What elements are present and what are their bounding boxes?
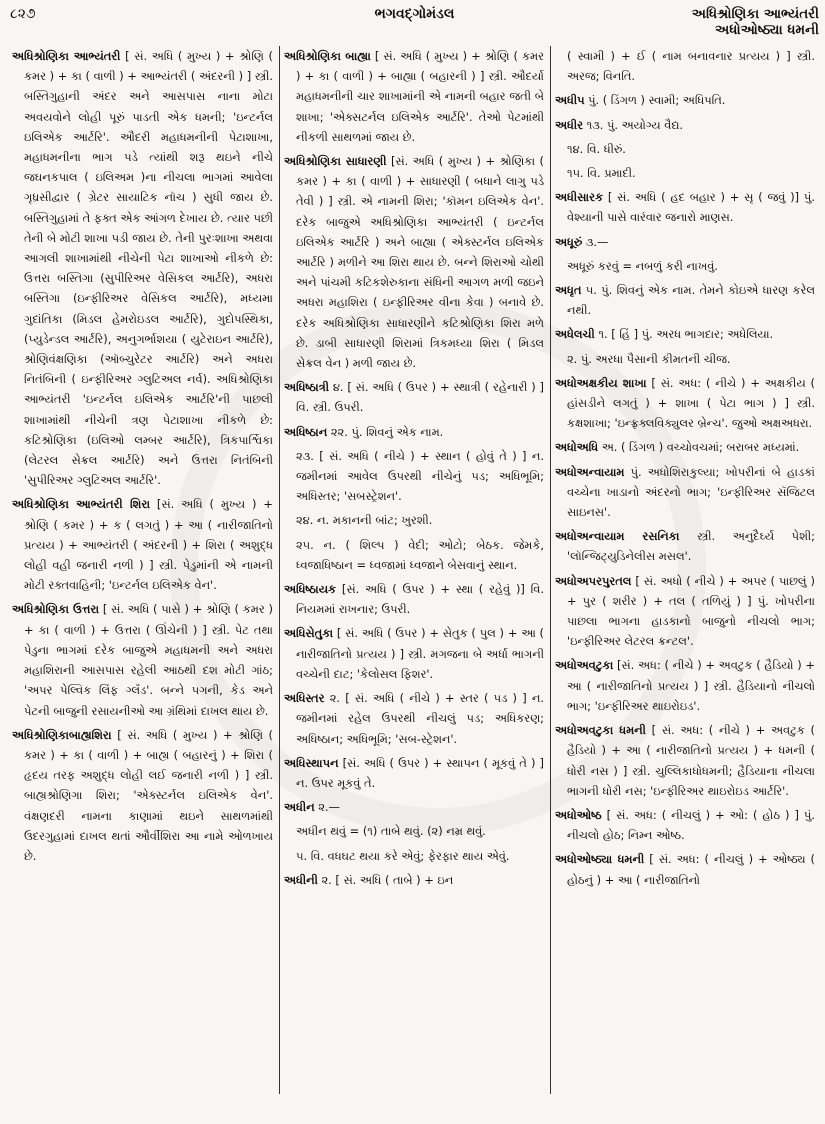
definition-text: પું. ( ડિંગળ ) સ્વામી; અધિપતિ.	[584, 93, 726, 108]
dictionary-entry	[555, 115, 815, 135]
dictionary-entry	[284, 688, 544, 749]
dictionary-entry	[284, 623, 544, 684]
headword: અધિશ્રોણિકા આભ્યંતરી શિરા	[12, 497, 150, 512]
definition-text: [સં. અધિ ( મુખ્ય ) + શ્રોણિકા ( કમર ) + કા ( વાળી ) + સાધારણી ( બધાને લાગુ પડે તેવી ) ] સ્ત્રી. એ નામની શિરા; 'કૉમન ઇલિએક વેન'. દરેક બાજુએ અધિશ્રોણિકા આભ્યંતરી ( ઇન્ટર્નલ ઇલિએક આર્ટરિ ) અને બાહ્યા ( એક્સ્ટર્નલ ઇલિએક આર્ટરિ ) મળીને આ શિરા થાય છે. બન્ને શિરાઓ ચોથી અને પાંચમી કટિકશેરુકાના સંધિની આગળ મળી જઇને અધરા મહાશિરા ( ઇન્ફીરિઅર વીના કેવા ) બનાવે છે. દરેક અધિશ્રોણિકા સાધારણીને કટિશ્રોણિકા શિરા મળે છે. ડાબી સાધારણી શિરામાં ત્રિકમધ્યા શિરા ( મિડલ સેક્રલ વેન ) મળી જાય છે.	[295, 154, 544, 371]
guide-words	[692, 6, 819, 38]
definition-text: ૫. વિ. વધઘટ થયા કરે એવું; ફેરફાર થાય એવું.	[295, 848, 510, 863]
entry-sense	[555, 256, 815, 276]
dictionary-entry	[12, 494, 273, 595]
headword: અધોઓષ્ઠ	[554, 807, 602, 822]
dictionary-entry	[555, 655, 815, 716]
entry-sense	[284, 821, 544, 841]
entry-sense	[284, 446, 544, 507]
dictionary-entry	[284, 753, 544, 793]
dictionary-entry	[284, 46, 544, 147]
headword: અધિશ્રોણિકા ઉત્તરા	[12, 602, 100, 617]
dictionary-entry	[284, 870, 544, 890]
guide-word-first: અધિશ્રોણિકા આભ્યંતરી	[691, 6, 819, 22]
definition-text: ૨૩. [ સં. અધિ ( નીચે ) + સ્થાન ( હોવું તે ) ] ન. જમીનમાં આવેલ ઉપરથી નીચેનું પડ; અધિભૂમિ; અધિસ્તર; 'સબસ્ટ્રેશન'.	[295, 448, 544, 504]
headword: અધિષ્ઠાન	[283, 424, 328, 439]
headword: અધૂરું	[554, 234, 583, 249]
headword: અધિસ્તર	[283, 691, 325, 706]
headword: અધીર	[554, 117, 583, 132]
page-number: ૮૨૭	[10, 6, 36, 22]
definition-text: [ સં. અધિ ( ઉપર ) + સેતુક ( પુલ ) + આ ( નારીજાતિનો પ્રત્યય ) ] સ્ત્રી. મગજના બે અર્ધા ભાગની વચ્ચેની દાટ; 'કેલોસલ ફિશર'.	[295, 626, 544, 681]
dictionary-entry	[555, 280, 815, 320]
definition-text: અધૂરું કરવું = નબળું કરી નાખવું.	[566, 258, 718, 273]
dictionary-entry	[284, 579, 544, 619]
dictionary-entry	[555, 526, 815, 566]
dictionary-entry	[12, 46, 273, 490]
entry-sense	[555, 163, 815, 183]
headword: અધોઅધિ	[554, 440, 599, 455]
dictionary-entry	[12, 599, 273, 720]
dictionary-entry	[555, 805, 815, 845]
definition-text: [સં. અધ: ( નીચે ) + અવટુક ( હૈડિયો ) + આ ( નારીજાતિનો પ્રત્યય ) ] સ્ત્રી. હૈડિયાનો નીચલો ભાગ; 'ઇન્ફીરિઅર થાઇરોઇડ'.	[566, 658, 815, 713]
guide-word-last: અધોઓષ્ઠ્યા ધમની	[714, 22, 819, 38]
dictionary-entry	[555, 187, 815, 227]
headword: અધોઅવટુકા	[554, 658, 614, 673]
column-left	[8, 46, 279, 1094]
entry-sense	[555, 139, 815, 159]
definition-text: [ સં. અધ: ( નીચલું ) + ઓષ્ઠ્ય ( હોઠનું ) + આ ( નારીજાતિનો	[566, 852, 815, 887]
column-right	[550, 46, 821, 1094]
definition-text: [ સં. અધો ( નીચે ) + અપર ( પાછલું ) + પુર ( શરીર ) + તલ ( તળિયું ) ] પું. ખોપરીના પાછલા ભાગના હાડકાનો બાજુનો નીચલો ભાગ; 'ઇન્ફીરિઅર લેટરલ ક્રન્ટલ'.	[566, 573, 815, 649]
column-middle	[279, 46, 550, 1094]
headword: અધિશ્રોણિકાબાહ્યશિરા	[12, 727, 112, 742]
dictionary-entry	[12, 725, 273, 866]
entry-sense	[555, 46, 815, 86]
definition-text: અ. ( ડિંગળ ) વચ્ચોવચમાં; બરાબર મધ્યમાં.	[598, 440, 800, 455]
definition-text: ૧૩. પું. અયોગ્ય વૈદ્ય.	[582, 117, 684, 132]
definition-text: અધીન થવું = (૧) તાબે થવું. (૨) નમ્ર થવું.	[295, 824, 486, 839]
definition-text: [ સં. અધિ ( પાસે ) + શ્રોણિ ( કમર ) + કા ( વાળી ) + ઉત્તરા ( ઊંચેની ) ] સ્ત્રી. પેટ તથા પેડુના ભાગમાં દરેક બાજુએ મહાધમની અને અધરા મહાશિરાની આસપાસ રહેલી આઠથી દશ મોટી ગાંઠ; 'અપર પેલ્વિક લિંફ ગ્લૅંડ'. બન્ને પગની, કેડ અને પેટની બાજુની રસાયનીઓ આ ગ્રંથિમાં દાખલ થાય છે.	[24, 602, 273, 718]
page-header	[10, 6, 819, 46]
definition-text: ૧૪. વિ. ધીરું.	[566, 141, 626, 156]
dictionary-entry	[555, 373, 815, 434]
headword: અધિષ્ઠાત્રી	[283, 380, 329, 395]
headword: અધૃત	[554, 283, 582, 298]
dictionary-entry	[555, 437, 815, 457]
dictionary-entry	[555, 90, 815, 110]
entry-sense	[284, 510, 544, 530]
headword: અધિશ્રોણિકા બાહ્યા	[283, 49, 371, 63]
definition-text: ૧૫. વિ. પ્રમાદી.	[566, 166, 636, 181]
definition-text: [સં. અધિ ( ઉપર ) + સ્થાપન ( મૂકવું તે ) ] ન. ઉપર મૂકવું તે.	[295, 755, 544, 790]
dictionary-entry	[555, 571, 815, 652]
definition-text: સ્ત્રી. અનુદૈર્ઘ્ય પેશી; 'લૉન્જિટ્યુડિનેલીસ મસલ'.	[566, 529, 815, 564]
headword: અધોઓષ્ઠ્યા ધમની	[554, 852, 645, 867]
headword: અધીપ	[554, 93, 585, 108]
dictionary-entry	[555, 720, 815, 801]
headword: અધોઅન્વાયામ રસનિકા	[554, 529, 680, 544]
definition-text: [ સં. અધિ ( મુખ્ય ) + શ્રોણિ ( કમર ) + કા ( વાળી ) + આભ્યંતરી ( અંદરની ) ] સ્ત્રી. બસ્તિગુહાની અંદર અને આસપાસ નાના મોટા અવયવોને લોહી પૂરું પાડતી એક ધમની; 'ઇન્ટર્નલ ઇલિએક આર્ટરિ'. ઔદરી મહાધમનીની પેટાશાખા, મહાધમનીના ભાગ પડે ત્યાંથી શરૂ થઇને નીચે જઘનકપાલ ( ઇલિઅમ )ના નીચલા ભાગમાં આવેલા ગૃધ્રસીદ્વાર ( ગ્રેટર સાયાટિક નૉચ ) સુધી જાય છે. બસ્તિગુહામાં તે ફક્ત એક આંગળ દેખાય છે. ત્યાર પછી તેની બે મોટી શાખા પડી જાય છે. તેની પુરઃશાખા અથવા આગલી શાખામાંથી નીચેની પેટા શાખાઓ નીકળે છે: ઉત્તરા બસ્તિગા (સુપીરિઅર વેસિકલ આર્ટરિ), અધરા બસ્તિગા (ઇન્ફીરિઅર વેસિકલ આર્ટરિ), મધ્યમા ગુદાંતિકા (મિડલ હેમરોઇડલ આર્ટરિ), ગુદોપસ્થિકા, (પ્યુડેન્ડલ આર્ટરિ), અનુગર્ભાશયા ( યુટેરાઇન આર્ટરિ), શ્રોણિવંક્ષણિકા (ઑબ્ચુરેટર આર્ટરિ) અને અધરા નિતંબિની ( ઇન્ફીરિઅર ગ્લુટિઅલ નર્વ). અધિશ્રોણિકા આભ્યંતરી 'ઇન્ટર્નલ ઇલિએક આર્ટરિ'ની પાછલી શાખામાંથી નીચેની ત્રણ પેટાશાખા નીકળે છે: કટિશ્રોણિકા (ઇલિઓ લમ્બર આર્ટરિ), ત્રિકપાર્શ્વિકા (લેટરલ સેક્રલ આર્ટરિ) અને ઉત્તરા નિતંબિની 'સુપીરિઅર ગ્લુટિઅલ આર્ટરિ'.	[24, 49, 273, 488]
definition-text: ૨. પું. અરધા પૈસાની કીમતની ચીજ.	[566, 351, 731, 366]
dictionary-entry	[555, 849, 815, 889]
entry-sense	[284, 535, 544, 575]
definition-text: [ સં. અધ: ( નીચે ) + અવટુક ( હૈડિયો ) + આ ( નારીજાતિનો પ્રત્યય ) + ધમની ( ધોરી નસ ) ] સ્ત્રી. ચુલ્લિકાધોધમની; હૈડિયાના નીચલા ભાગની ધોરી નસ; 'ઇન્ફીરિઅર થાઇરોઇડ આર્ટરિ'.	[566, 723, 815, 798]
definition-text: ૨૨. પું. શિવનું એક નામ.	[327, 424, 444, 439]
definition-text: પું. અધોશિરાકુલ્યા; ખોપરીનાં બે હાડકાં વચ્ચેના ખાડાનો અંદરનો ભાગ; 'ઇન્ફીરિઅર સૅજિટલ સાઇનસ'.	[566, 464, 815, 520]
definition-text: [ સં. અધ: ( નીચે ) + અક્ષકીય ( હાંસડીને લગતું ) + શાખા ( પેટા ભાગ ) ] સ્ત્રી. કક્ષશાખા; 'ઇન્ફ્રક્લવિક્યુલર બ્રેન્ચ'. જુઓ અક્ષઅધરા.	[566, 375, 815, 431]
dictionary-entry	[284, 377, 544, 417]
headword: અધિષ્ઠાયક	[283, 582, 337, 597]
definition-text: ૨.—	[314, 800, 340, 815]
definition-text: [સં. અધિ ( મુખ્ય ) + શ્રોણિ ( કમર ) + ક ( લગતું ) + આ ( નારીજાતિનો પ્રત્યય ) + આભ્યંતરી ( અંદરની ) + શિરા ( અશુદ્ધ લોહી વહી જનારી નળી ) ] સ્ત્રી. પેડુમાંની એ નામની મોટી રક્તવાહિની; 'ઇન્ટર્નલ ઇલિએક વેન'.	[24, 497, 273, 593]
definition-text: ૫. પું. શિવનું એક નામ. તેમને કોઇએ ધારણ કરેલ નથી.	[566, 283, 815, 318]
definition-text: [ સં. અધિ ( મુખ્ય ) + શ્રોણિ ( કમર ) + કા ( વાળી ) + બાહ્યા ( બહારની ) ] સ્ત્રી. ઔદર્યા મહાધમનીની ચાર શાખામાંની એ નામની બહાર જતી બે શાખા; 'એક્સટર્નલ ઇલિએક આર્ટરિ'. તેઓ પેટમાંથી નીકળી સાથળમાં જાય છે.	[295, 49, 544, 144]
dictionary-entry	[555, 232, 815, 252]
headword: અધોઅવટુકા ધમની	[554, 723, 646, 738]
definition-text: ૪. [ સં. અધિ ( ઉપર ) + સ્થાત્રી ( રહેનારી ) ] વિ. સ્ત્રી. ઉપરી.	[295, 380, 544, 415]
dictionary-entry	[284, 797, 544, 817]
headword: અધિસ્થાપન	[283, 755, 339, 770]
definition-text: ( સ્વામી ) + ઈ ( નામ બનાવનાર પ્રત્યય ) ] સ્ત્રી. અરજ; વિનતિ.	[566, 49, 815, 84]
headword: અધીન	[283, 800, 315, 815]
definition-text: [ સં. અધ: ( નીચલું ) + ઓ: ( હોઠ ) ] પું. નીચલો હોઠ; નિમ્ન ઓષ્ઠ.	[566, 807, 815, 843]
headword: અધિશ્રોણિકા સાધારણી	[283, 154, 387, 169]
definition-text: [ સં. અધિ ( હદ બહાર ) + સૃ ( જવું )] પું. વેશ્યાની પાસે વારંવાર જનારો માણસ.	[566, 190, 815, 225]
headword: અધેલચી	[554, 327, 595, 342]
dictionary-entry	[284, 422, 544, 442]
definition-text: ૩.—	[582, 234, 609, 249]
headword: અધીની	[283, 872, 318, 887]
dictionary-entry	[555, 462, 815, 523]
definition-text: ૨૫. ન. ( શિલ્પ ) વેદી; ઓટો; બેઠક. જેમકે, ધ્વજાધિષ્ઠાન = ધ્વજામાં ધ્વજાને બેસવાનું સ્થાન.	[295, 537, 544, 572]
headword: અધોઅન્વાયામ	[554, 464, 625, 479]
definition-text: ૨૪. ન. મકાનની બાંટ; ખુરશી.	[295, 513, 433, 528]
book-title: ભગવદ્ગોમંડલ	[374, 6, 455, 22]
definition-text: ૨. [ સં. અધિ ( નીચે ) + સ્તર ( પડ ) ] ન. જમીનમાં રહેલ ઉપરથી નીચલું પડ; અધિકરણ; અધિષ્ઠાન; અધિભૂમિ; 'સબ-સ્ટ્રેશન'.	[295, 691, 544, 746]
definition-text: [સં. અધિ ( ઉપર ) + સ્થા ( રહેવું )] વિ. નિયમમાં રાખનાર; ઉપરી.	[295, 582, 544, 617]
headword: અધોઅપરપુરતલ	[554, 573, 632, 588]
definition-text: ૧. [ હિં ] પું. અરધ ભાગદાર; અધેલિયા.	[594, 327, 774, 342]
headword: અધિસેતુકા	[283, 626, 334, 641]
headword: અધીસારક	[554, 190, 604, 205]
definition-text: ૨. [ સં. અધિ ( તાબે ) + ઇન	[317, 872, 454, 887]
definition-text: [ સં. અધિ ( મુખ્ય ) + શ્રોણિ ( કમર ) + કા ( વાળી ) + બાહ્ય ( બહારનું ) + શિરા ( હૃદય તરફ અશુદ્ધ લોહી લઈ જનારી નળી ) ] સ્ત્રી. બાહ્યશ્રોણિગા શિરા; 'એક્સ્ટર્નલ ઇલિએક વેન'. વંક્ષણદરી નામના કાણામાં થઇને સાથળમાંથી ઉદરગુહામાં દાખલ થતાં ઔર્વીશિરા આ નામે ઓળખાય છે.	[24, 727, 273, 863]
dictionary-columns	[8, 46, 821, 1094]
dictionary-entry	[555, 324, 815, 344]
headword: અધિશ્રોણિકા આભ્યંતરી	[12, 49, 121, 63]
dictionary-entry	[284, 151, 544, 373]
headword: અધોઅક્ષકીય શાખા	[554, 375, 647, 390]
entry-sense	[284, 846, 544, 866]
entry-sense	[555, 349, 815, 369]
